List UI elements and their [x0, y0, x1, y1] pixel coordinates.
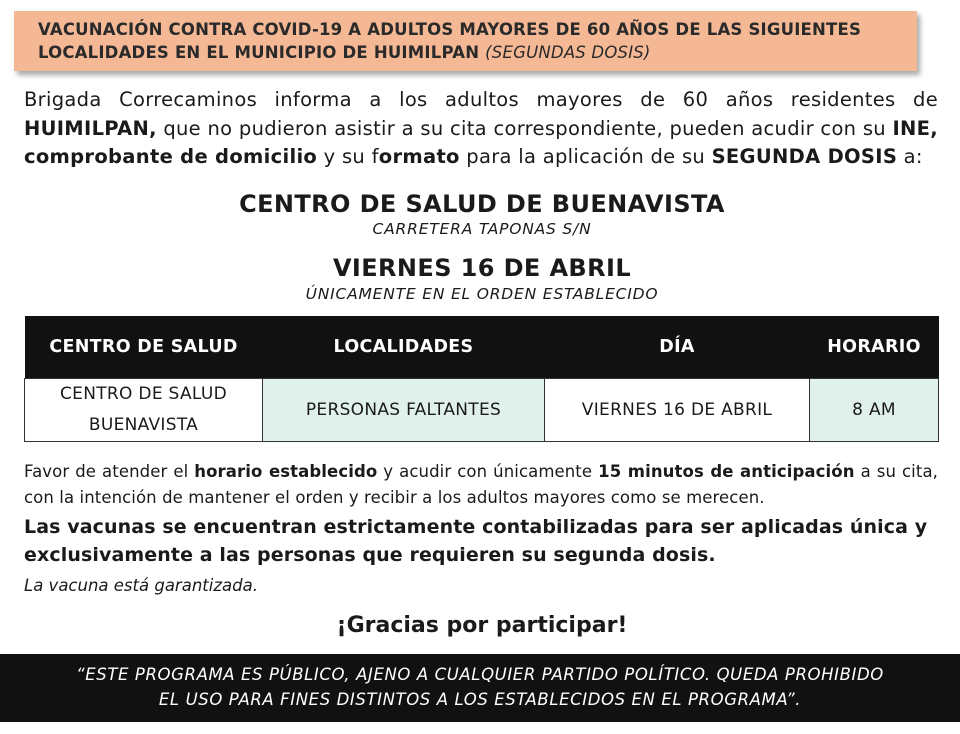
column-header-dia: DÍA — [545, 316, 810, 379]
intro-text-4: para la aplicación de su — [459, 145, 712, 168]
table-row — [25, 379, 939, 442]
note-bold-1: horario establecido — [194, 462, 378, 481]
column-header-localidades: LOCALIDADES — [263, 316, 545, 379]
column-header-horario: HORARIO — [810, 316, 939, 379]
intro-bold-1: HUIMILPAN, — [24, 116, 157, 140]
note-text-3: a su cita, con la intención de mantener el orden y recibir a los adultos mayores como se merecen. — [24, 462, 938, 507]
note-bold-2: 15 minutos de anticipación — [598, 462, 855, 481]
intro-bold-3: ormato — [378, 145, 460, 168]
cell-localidades: PERSONAS FALTANTES — [263, 379, 545, 442]
warning-paragraph: Las vacunas se encuentran estrictamente contabilizadas para ser aplicadas única y exclusivamente a las personas que requieren su segunda dosis. — [24, 516, 928, 566]
header-line-2-italic: (SEGUNDAS DOSIS) — [485, 43, 651, 62]
intro-text-2: que no pudieron asistir a su cita correspondiente, pueden acudir con su — [156, 116, 893, 140]
cell-centro: CENTRO DE SALUD BUENAVISTA — [25, 379, 263, 442]
footer-banner — [0, 654, 960, 722]
note-text-1: Favor de atender el — [24, 462, 195, 481]
cell-horario: 8 AM — [810, 379, 939, 442]
intro-text-5: a: — [897, 145, 923, 168]
intro-paragraph — [24, 86, 938, 172]
note-text-2: y acudir con únicamente — [377, 462, 599, 481]
thanks-text: ¡Gracias por participar! — [336, 613, 628, 638]
date-title: VIERNES 16 DE ABRIL — [332, 254, 632, 282]
location-subtitle: CARRETERA TAPONAS S/N — [372, 220, 592, 238]
header-line-2 — [38, 43, 651, 62]
header-line-2-text: LOCALIDADES EN EL MUNICIPIO DE HUIMILPAN — [38, 43, 480, 62]
schedule-table — [24, 316, 939, 442]
column-header-centro: CENTRO DE SALUD — [25, 316, 263, 379]
cell-dia: VIERNES 16 DE ABRIL — [545, 379, 810, 442]
footer-line-2: EL USO PARA FINES DISTINTOS A LOS ESTABLECIDOS EN EL PROGRAMA”. — [158, 690, 802, 709]
intro-text-3: y su f — [317, 145, 379, 168]
note-paragraph — [24, 459, 938, 510]
footer-line-1: “ESTE PROGRAMA ES PÚBLICO, AJENO A CUALQUIER PARTIDO POLÍTICO. QUEDA PROHIBIDO — [76, 665, 884, 684]
header-line-1: VACUNACIÓN CONTRA COVID-19 A ADULTOS MAYORES DE 60 AÑOS DE LAS SIGUIENTES — [38, 20, 862, 39]
guarantee-text: La vacuna está garantizada. — [24, 576, 258, 595]
date-subtitle: ÚNICAMENTE EN EL ORDEN ESTABLECIDO — [305, 285, 659, 303]
header-banner — [14, 11, 917, 71]
intro-bold-4: SEGUNDA DOSIS — [711, 145, 898, 168]
intro-text-1: Brigada Correcaminos informa a los adultos mayores de 60 años residentes de — [24, 88, 938, 111]
location-title: CENTRO DE SALUD DE BUENAVISTA — [239, 190, 725, 218]
table-header-row — [25, 316, 939, 379]
intro-bold-2: INE, comprobante de domicilio — [24, 116, 938, 168]
